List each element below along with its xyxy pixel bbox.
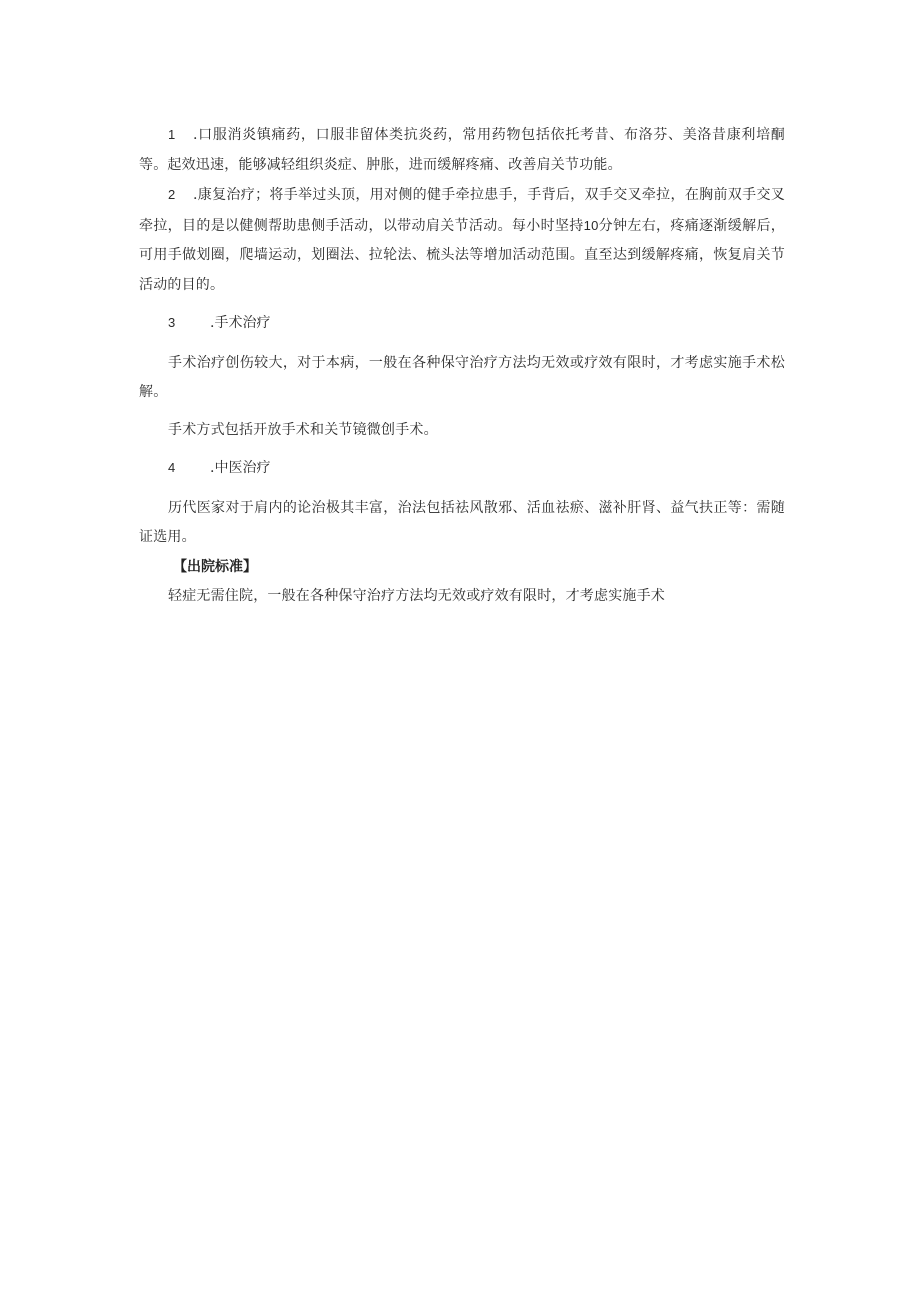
item-3-paragraph-1: 手术治疗创伤较大，对于本病，一般在各种保守治疗方法均无效或疗效有限时，才考虑实施手术松解。 [139, 354, 785, 400]
item-2-inline-number: 10 [583, 217, 599, 233]
item-2-number: 2 [168, 187, 176, 202]
discharge-title: 【出院标准】 [173, 558, 257, 575]
item-3-number: 3 [168, 315, 176, 330]
document-body [139, 120, 785, 612]
item-4-heading [139, 453, 785, 484]
item-4-heading-text: .中医治疗 [210, 460, 271, 476]
item-3-heading [139, 308, 785, 339]
item-1-number: 1 [168, 127, 176, 142]
item-2-text-after: 分钟左右，疼痛逐渐缓解后，可用手做划圈，爬墙运动，划圈法、拉轮法、梳头法等增加活动范围。直至达到缓解疼痛，恢复肩关节活动的目的。 [139, 217, 785, 293]
item-1-paragraph [139, 120, 785, 180]
item-4-paragraph-1: 历代医家对于肩内的论治极其丰富，治法包括祛风散邪、活血祛瘀、滋补肝肾、益气扶正等：需随证选用。 [139, 499, 785, 545]
item-3-heading-text: .手术治疗 [210, 315, 271, 331]
discharge-paragraph: 轻症无需住院，一般在各种保守治疗方法均无效或疗效有限时，才考虑实施手术 [168, 588, 665, 604]
item-2-text-before: .康复治疗；将手举过头顶，用对侧的健手牵拉患手，手背后，双手交叉牵拉，在胸前双手交叉牵拉，目的是以健侧帮助患侧手活动，以带动肩关节活动。每小时坚持 [139, 187, 785, 234]
item-1-text: .口服消炎镇痛药，口服非留体类抗炎药，常用药物包括依托考昔、布洛芬、美洛昔康利培酮等。起效迅速，能够减轻组织炎症、肿胀，进而缓解疼痛、改善肩关节功能。 [139, 127, 785, 173]
item-2-paragraph [139, 180, 785, 300]
item-4-number: 4 [168, 460, 176, 475]
item-3-paragraph-2: 手术方式包括开放手术和关节镜微创手术。 [168, 421, 438, 438]
